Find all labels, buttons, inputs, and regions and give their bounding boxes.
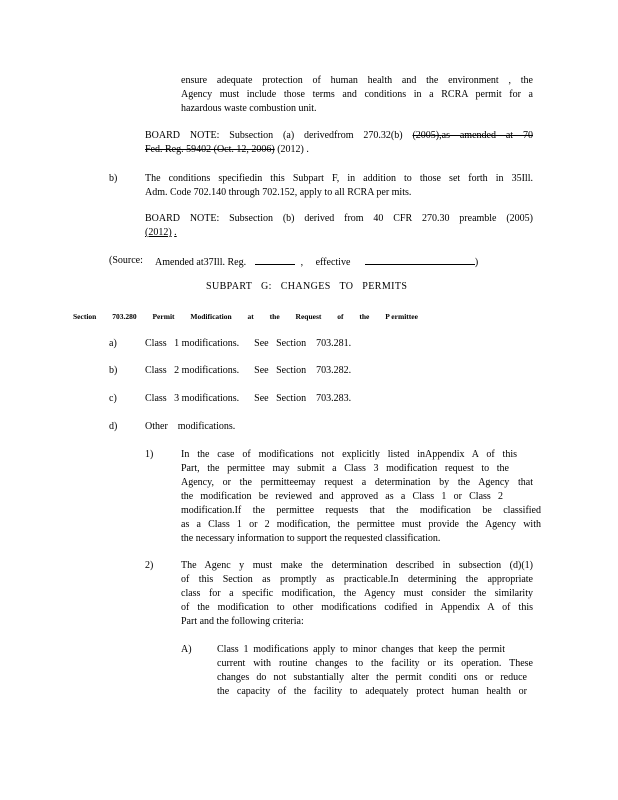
intro-paragraph (181, 74, 533, 116)
deleted-text: (2005),as amended at 70 (412, 130, 533, 141)
text-line: the capacity of the facility to adequately protect human health or (217, 686, 527, 697)
list-item-label: b) (109, 365, 118, 376)
section-title-word: Modification (190, 312, 232, 321)
section-number: 703.280 (112, 312, 137, 321)
subitem-d1-text (181, 448, 541, 546)
subitem-A-text (217, 643, 533, 699)
list-item-label: a) (109, 338, 117, 349)
subpart-heading: SUBPART G: CHANGES TO PERMITS (206, 281, 408, 292)
item-b-label: b) (109, 173, 118, 184)
section-title-word: the (269, 312, 280, 321)
list-item-label: c) (109, 393, 117, 404)
board-note-a (145, 129, 533, 157)
section-word: Section (73, 312, 97, 321)
section-title-word: P ermittee (385, 312, 418, 321)
source-label: (Source: (109, 255, 143, 266)
note-suffix: (2012) . (274, 144, 309, 155)
text-line: The Agenc y must make the determination described in subsection (d)(1) (181, 560, 533, 571)
section-title-word: Request (295, 312, 322, 321)
text-line: BOARD NOTE: Subsection (b) derived from 40 CFR 270.30 preamble (2005) (145, 213, 533, 224)
text-line: of the modification to other modifications codified in Appendix A of this (181, 602, 533, 613)
text-line: of this Section as promptly as practicable.In determining the appropriate (181, 574, 533, 585)
source-close: ) (474, 257, 479, 268)
list-item-text: Class 3 modifications. See Section 703.283. (145, 393, 352, 404)
subitem-label: 2) (145, 560, 154, 571)
source-amended: Amended at37Ill. Reg. (155, 257, 247, 268)
text-line: current with routine changes to the facility or its operation. These (217, 658, 533, 669)
text-line: Agency must include those terms and conditions in a RCRA permit for a (181, 89, 533, 100)
text-line: (2012) . (145, 227, 177, 238)
text-line: the modification be reviewed and approved as a Class 1 or Class 2 (181, 491, 503, 502)
section-title-word: the (359, 312, 370, 321)
section-heading (73, 312, 432, 321)
section-title-word: at (247, 312, 254, 321)
text-line: the necessary information to support the requested classification. (181, 533, 441, 544)
blank-line (365, 254, 475, 265)
section-title-word: of (337, 312, 344, 321)
item-b-text (145, 172, 533, 200)
text-line (145, 143, 533, 157)
text-line: modification.If the permittee requests that the modification be classified (181, 505, 541, 516)
board-note-b (145, 212, 533, 240)
source-effective: effective (315, 257, 351, 268)
text-line: In the case of modifications not explicitly listed inAppendix A of this (181, 449, 517, 460)
text-line: Part and the following criteria: (181, 616, 304, 627)
section-title-word: Permit (152, 312, 175, 321)
list-item-label: d) (109, 421, 118, 432)
list-item-text: Class 1 modifications. See Section 703.281. (145, 338, 352, 349)
text-line: Adm. Code 702.140 through 702.152, apply to all RCRA per mits. (145, 187, 412, 198)
text-line: The conditions specifiedin this Subpart F, in addition to those set forth in 35Ill. (145, 173, 533, 184)
text-line: Class 1 modifications apply to minor changes that keep the permit (217, 644, 505, 655)
text-line: changes do not substantially alter the permit conditi ons or reduce (217, 672, 527, 683)
note-prefix: BOARD NOTE: Subsection (a) derivedfrom 270.32(b) (145, 130, 413, 141)
subitem-label: 1) (145, 449, 154, 460)
text-line: as a Class 1 or 2 modification, the permittee must provide the Agency with (181, 519, 541, 530)
list-item-text: Class 2 modifications. See Section 703.282. (145, 365, 352, 376)
subitem-d2-text (181, 559, 533, 629)
subitem-label: A) (181, 644, 192, 655)
list-item-text: Other modifications. (145, 421, 236, 432)
source-text: Amended at37Ill. Reg. , effective ) (155, 254, 478, 270)
text-line: hazardous waste combustion unit. (181, 103, 317, 114)
text-line: Agency, or the permitteemay request a determination by the Agency that (181, 477, 533, 488)
text-line (145, 129, 533, 143)
inserted-text: (2012) (145, 227, 172, 238)
blank-line (255, 254, 295, 265)
text-line: Part, the permittee may submit a Class 3 modification request to the (181, 463, 509, 474)
text-line: class for a specific modification, the Agency must consider the similarity (181, 588, 533, 599)
text-line: ensure adequate protection of human health and the environment , the (181, 75, 533, 86)
deleted-text: Fed. Reg. 59402 (Oct. 12, 2006) (145, 144, 275, 155)
